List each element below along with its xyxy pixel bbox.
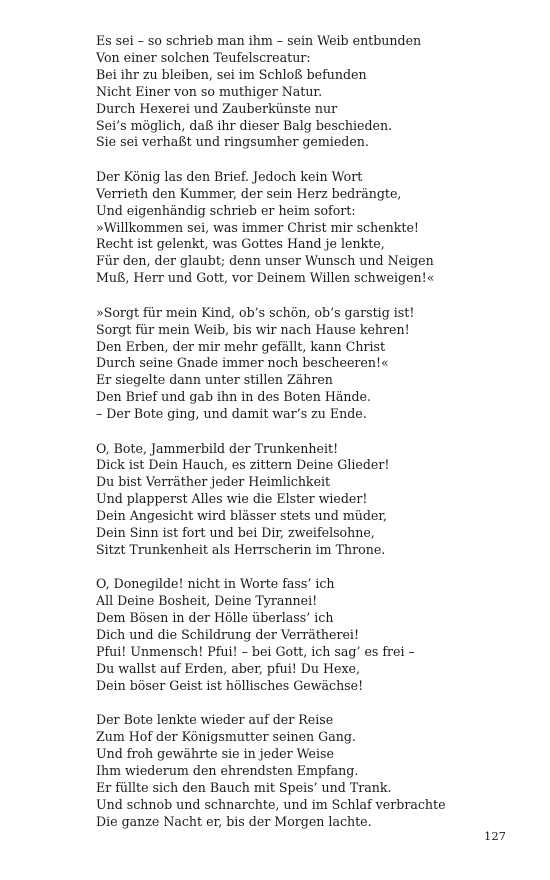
verse-line: »Sorgt für mein Kind, ob’s schön, ob’s garstig ist!	[96, 304, 415, 320]
verse-line: Recht ist gelenkt, was Gottes Hand je lenkte,	[96, 236, 385, 252]
verse-line: Den Brief und gab ihn in des Boten Hände.	[96, 389, 371, 405]
verse-line: Dich und die Schildrung der Verrätherei!	[96, 627, 360, 643]
stanza-1	[96, 33, 516, 151]
verse-line: »Willkommen sei, was immer Christ mir schenkte!	[96, 219, 419, 235]
verse-line: Der Bote lenkte wieder auf der Reise	[96, 712, 334, 728]
verse-line: O, Donegilde! nicht in Worte fass’ ich	[96, 576, 335, 592]
verse-line: O, Bote, Jammerbild der Trunkenheit!	[96, 440, 339, 456]
stanza-4	[96, 441, 516, 559]
verse-line: Dem Bösen in der Hölle überlass’ ich	[96, 610, 334, 626]
verse-line: Dein böser Geist ist höllisches Gewächse!	[96, 677, 364, 693]
verse-line: Sorgt für mein Weib, bis wir nach Hause kehren!	[96, 321, 410, 337]
verse-line: Sei’s möglich, daß ihr dieser Balg beschieden.	[96, 117, 393, 133]
verse-line: Muß, Herr und Gott, vor Deinem Willen schweigen!«	[96, 270, 435, 286]
verse-line: Und froh gewährte sie in jeder Weise	[96, 746, 334, 762]
verse-line: Pfui! Unmensch! Pfui! – bei Gott, ich sag’ es frei –	[96, 644, 415, 659]
verse-line: Und plapperst Alles wie die Elster wieder!	[96, 491, 368, 507]
stanza-3	[96, 305, 516, 423]
poem-text	[96, 33, 516, 848]
verse-line: Sitzt Trunkenheit als Herrscherin im Throne.	[96, 541, 386, 557]
verse-line: Du wallst auf Erden, aber, pfui! Du Hexe,	[96, 660, 361, 676]
verse-line: Verrieth den Kummer, der sein Herz bedrängte,	[96, 185, 402, 201]
verse-line: All Deine Bosheit, Deine Tyrannei!	[96, 593, 318, 609]
verse-line: Ihm wiederum den ehrendsten Empfang.	[96, 762, 359, 778]
verse-line: Er siegelte dann unter stillen Zähren	[96, 372, 333, 388]
verse-line: Er füllte sich den Bauch mit Speis’ und Trank.	[96, 779, 392, 795]
stanza-5	[96, 576, 516, 694]
verse-line: – Der Bote ging, und damit war’s zu Ende.	[96, 406, 367, 422]
verse-line: Du bist Verräther jeder Heimlichkeit	[96, 474, 331, 490]
verse-line: Der König las den Brief. Jedoch kein Wort	[96, 168, 363, 184]
verse-line: Von einer solchen Teufelscreatur:	[96, 49, 311, 65]
verse-line: Sie sei verhaßt und ringsumher gemieden.	[96, 134, 369, 150]
verse-line: Die ganze Nacht er, bis der Morgen lachte.	[96, 813, 372, 829]
verse-line: Dick ist Dein Hauch, es zittern Deine Glieder!	[96, 457, 390, 473]
stanza-2	[96, 169, 516, 287]
verse-line: Den Erben, der mir mehr gefällt, kann Christ	[96, 338, 386, 354]
page-number: 127	[484, 829, 506, 843]
verse-line: Und schnob und schnarchte, und im Schlaf verbrachte	[96, 796, 446, 812]
stanza-6	[96, 712, 516, 830]
verse-line: Zum Hof der Königsmutter seinen Gang.	[96, 729, 356, 745]
verse-line: Bei ihr zu bleiben, sei im Schloß befunden	[96, 66, 367, 82]
verse-line: Dein Sinn ist fort und bei Dir, zweifelsohne,	[96, 525, 375, 541]
verse-line: Es sei – so schrieb man ihm – sein Weib entbunden	[96, 33, 422, 48]
verse-line: Durch seine Gnade immer noch bescheeren!«	[96, 355, 389, 371]
verse-line: Dein Angesicht wird blässer stets und müder,	[96, 508, 388, 524]
verse-line: Durch Hexerei und Zauberkünste nur	[96, 100, 338, 116]
verse-line: Und eigenhändig schrieb er heim sofort:	[96, 202, 356, 218]
verse-line: Für den, der glaubt; denn unser Wunsch und Neigen	[96, 253, 434, 269]
verse-line: Nicht Einer von so muthiger Natur.	[96, 83, 323, 99]
